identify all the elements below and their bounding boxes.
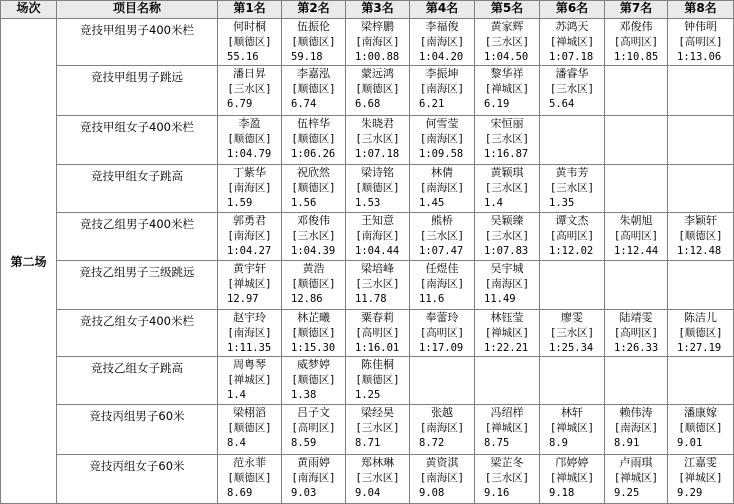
athlete-name: 林倩 [431,166,453,179]
result-value: 59.18 [291,51,323,64]
result-value: 6.68 [355,98,381,111]
district-label: [顺德区] [291,181,336,194]
athlete-name: 何雪莹 [425,117,459,130]
district-label: [南海区] [419,277,465,290]
rank-cell-4[interactable] [410,116,475,165]
result-value: 8.71 [355,437,381,450]
athlete-name: 黄雨婷 [297,456,330,469]
athlete-name: 黄家辉 [490,20,524,33]
athlete-name: 郭勇君 [233,214,266,227]
result-value: 8.75 [484,437,510,450]
athlete-name: 熊桥 [431,214,453,227]
result-value: 1:09.58 [419,148,464,161]
event-name-cell[interactable]: 竞技乙组女子跳高 [57,357,218,405]
rank-cell-3[interactable] [346,213,410,261]
result-value: 1.35 [549,197,575,210]
athlete-name: 祝欣然 [297,166,330,179]
district-label: [禅城区] [678,471,723,484]
district-label: [南海区] [484,277,530,290]
rank-cell-1[interactable] [218,19,282,66]
rank-cell-2[interactable] [282,357,346,405]
athlete-name: 梁经昊 [361,406,394,419]
district-label: [高明区] [678,35,723,48]
header-rank-2[interactable]: 第2名 [282,0,346,19]
rank-cell-7[interactable] [605,357,668,405]
athlete-name: 粟春莉 [361,311,394,324]
result-value: 1.4 [227,389,246,402]
result-value: 11.49 [484,293,516,306]
district-label: [顺德区] [355,82,400,95]
athlete-name: 周粤琴 [233,358,266,371]
rank-cell-7[interactable] [605,405,668,455]
rank-cell-7[interactable] [605,116,668,165]
result-value: 1.53 [355,197,381,210]
rank-cell-1[interactable] [218,455,282,504]
rank-cell-2[interactable] [282,116,346,165]
rank-cell-5[interactable] [475,213,540,261]
athlete-name: 威梦婷 [297,358,330,371]
athlete-name: 陈洁儿 [684,311,717,324]
header-rank-5[interactable]: 第5名 [475,0,540,19]
rank-cell-7[interactable] [605,261,668,310]
rank-cell-6[interactable] [540,165,605,213]
district-label: [南海区] [419,35,465,48]
rank-cell-2[interactable] [282,310,346,357]
result-value: 12.97 [227,293,259,306]
athlete-name: 李盈 [238,117,261,130]
result-value: 1:11.35 [227,342,272,355]
athlete-name: 吕子文 [297,406,330,419]
rank-cell-4[interactable] [410,405,475,455]
venue-cell[interactable]: 第二场 [0,19,57,504]
athlete-name: 潘日昇 [233,67,266,80]
rank-cell-7[interactable] [605,310,668,357]
result-value: 1:12.48 [677,245,722,258]
rank-cell-5[interactable] [475,165,540,213]
rank-cell-3[interactable] [346,165,410,213]
rank-cell-3[interactable] [346,357,410,405]
rank-cell-2[interactable] [282,405,346,455]
event-name-cell[interactable]: 竞技丙组女子60米 [57,455,218,504]
athlete-name: 李振坤 [425,67,459,80]
result-value: 9.25 [614,487,640,500]
result-value: 1:04.27 [227,245,272,258]
district-label: [南海区] [355,35,400,48]
district-label: [禅城区] [484,326,530,339]
rank-cell-8[interactable] [668,19,734,66]
rank-cell-8[interactable] [668,165,734,213]
rank-cell-6[interactable] [540,19,605,66]
athlete-name: 邓俊伟 [619,20,653,33]
district-label: [三水区] [355,277,400,290]
district-label: [南海区] [227,326,272,339]
athlete-name: 黎华祥 [490,67,524,80]
header-rank-1[interactable]: 第1名 [218,0,282,19]
athlete-name: 黄宇轩 [233,262,266,275]
athlete-name: 朱朝旭 [619,214,653,227]
result-value: 8.72 [419,437,445,450]
district-label: [南海区] [291,471,336,484]
result-value: 1.45 [419,197,445,210]
district-label: [高明区] [549,229,595,242]
athlete-name: 丁紫华 [233,166,266,179]
rank-cell-2[interactable] [282,165,346,213]
result-value: 1:04.39 [291,245,336,258]
district-label: [顺德区] [227,35,272,48]
result-value: 9.29 [677,487,703,500]
rank-cell-6[interactable] [540,455,605,504]
athlete-name: 梁诗铭 [361,166,394,179]
athlete-name: 李嘉泓 [297,67,330,80]
athlete-name: 赵宇玲 [233,311,266,324]
district-label: [顺德区] [355,181,400,194]
district-label: [顺德区] [291,373,336,386]
result-value: 1:16.01 [355,342,400,355]
athlete-name: 陆靖雯 [619,311,653,324]
district-label: [禅城区] [613,471,659,484]
rank-cell-8[interactable] [668,261,734,310]
district-label: [禅城区] [484,421,530,434]
rank-cell-5[interactable] [475,310,540,357]
result-value: 8.59 [291,437,317,450]
rank-cell-6[interactable] [540,405,605,455]
rank-cell-8[interactable] [668,116,734,165]
athlete-name: 陈佳桐 [361,358,394,371]
district-label: [高明区] [291,421,336,434]
district-label: [南海区] [419,82,465,95]
result-value: 1.59 [227,197,253,210]
district-label: [三水区] [355,132,400,145]
result-value: 1:07.18 [549,51,594,64]
result-value: 6.19 [484,98,510,111]
district-label: [三水区] [484,229,530,242]
rank-cell-6[interactable] [540,213,605,261]
rank-cell-6[interactable] [540,66,605,116]
result-value: 1:04.50 [484,51,529,64]
result-value: 1:10.85 [614,51,659,64]
result-value: 1:07.18 [355,148,400,161]
athlete-name: 伍振伦 [297,20,330,33]
result-value: 1:17.09 [419,342,464,355]
result-value: 1.56 [291,197,317,210]
district-label: [禅城区] [549,421,595,434]
rank-cell-6[interactable] [540,310,605,357]
rank-cell-4[interactable] [410,455,475,504]
athlete-name: 谭文杰 [555,214,589,227]
rank-cell-2[interactable] [282,261,346,310]
rank-cell-7[interactable] [605,455,668,504]
athlete-name: 邓俊伟 [297,214,330,227]
athlete-name: 李颖轩 [684,214,717,227]
result-value: 1.25 [355,389,381,402]
rank-cell-2[interactable] [282,213,346,261]
result-value: 11.6 [419,293,445,306]
result-value: 6.21 [419,98,445,111]
rank-cell-7[interactable] [605,213,668,261]
athlete-name: 张越 [431,406,453,419]
district-label: [顺德区] [678,229,723,242]
district-label: [三水区] [484,132,530,145]
district-label: [三水区] [419,229,465,242]
athlete-name: 梁栩滔 [233,406,266,419]
rank-cell-5[interactable] [475,455,540,504]
district-label: [三水区] [291,229,336,242]
district-label: [南海区] [419,471,465,484]
district-label: [顺德区] [678,421,723,434]
header-rank-7[interactable]: 第7名 [605,0,668,19]
athlete-name: 赖伟涛 [619,406,653,419]
athlete-name: 梁芷冬 [490,456,524,469]
result-value: 1:07.83 [484,245,529,258]
rank-cell-4[interactable] [410,213,475,261]
district-label: [禅城区] [227,373,272,386]
district-label: [高明区] [613,326,659,339]
event-name-cell[interactable]: 竞技甲组女子400米栏 [57,116,218,165]
rank-cell-5[interactable] [475,261,540,310]
rank-cell-3[interactable] [346,66,410,116]
rank-cell-5[interactable] [475,19,540,66]
district-label: [三水区] [227,82,272,95]
athlete-name: 吴颖臻 [490,214,524,227]
result-value: 8.9 [549,437,568,450]
result-value: 1:22.21 [484,342,529,355]
result-value: 1:26.33 [614,342,659,355]
rank-cell-6[interactable] [540,261,605,310]
result-value: 1:15.30 [291,342,336,355]
district-label: [高明区] [419,326,465,339]
result-value: 1:07.47 [419,245,464,258]
rank-cell-6[interactable] [540,357,605,405]
district-label: [三水区] [484,181,530,194]
district-label: [顺德区] [678,326,723,339]
athlete-name: 黄资淇 [425,456,459,469]
rank-cell-1[interactable] [218,261,282,310]
result-value: 1:04.79 [227,148,272,161]
athlete-name: 潘睿华 [555,67,589,80]
rank-cell-3[interactable] [346,405,410,455]
athlete-name: 宋恒丽 [490,117,524,130]
event-name-cell[interactable]: 竞技乙组男子400米栏 [57,213,218,261]
rank-cell-1[interactable] [218,357,282,405]
athlete-name: 奉蕾玲 [425,311,459,324]
rank-cell-7[interactable] [605,165,668,213]
district-label: [顺德区] [355,373,400,386]
result-value: 12.86 [291,293,323,306]
district-label: [三水区] [549,326,595,339]
athlete-name: 郑林琳 [361,456,394,469]
result-value: 8.91 [614,437,640,450]
athlete-name: 李福俊 [425,20,459,33]
district-label: [顺德区] [291,35,336,48]
event-name-cell[interactable]: 竞技乙组男子三级跳远 [57,261,218,310]
rank-cell-8[interactable] [668,405,734,455]
result-value: 1:25.34 [549,342,594,355]
rank-cell-2[interactable] [282,455,346,504]
athlete-name: 邝婷婷 [555,456,589,469]
result-value: 5.64 [549,98,575,111]
result-value: 55.16 [227,51,259,64]
athlete-name: 黄韦芳 [555,166,589,179]
rank-cell-2[interactable] [282,19,346,66]
district-label: [南海区] [613,421,659,434]
district-label: [高明区] [613,229,659,242]
rank-cell-4[interactable] [410,66,475,116]
athlete-name: 冯绍样 [490,406,524,419]
district-label: [南海区] [227,181,272,194]
result-value: 1:00.88 [355,51,400,64]
district-label: [禅城区] [484,82,530,95]
result-value: 11.78 [355,293,387,306]
result-value: 1:12.02 [549,245,594,258]
rank-cell-8[interactable] [668,310,734,357]
header-rank-6[interactable]: 第6名 [540,0,605,19]
athlete-name: 梁梓鹏 [361,20,394,33]
athlete-name: 伍梓华 [297,117,330,130]
rank-cell-3[interactable] [346,455,410,504]
athlete-name: 梁培峰 [361,262,394,275]
rank-cell-8[interactable] [668,357,734,405]
rank-cell-1[interactable] [218,213,282,261]
rank-cell-4[interactable] [410,357,475,405]
district-label: [禅城区] [549,471,595,484]
result-value: 1:13.06 [677,51,722,64]
rank-cell-3[interactable] [346,310,410,357]
header-rank-4[interactable]: 第4名 [410,0,475,19]
result-value: 9.08 [419,487,445,500]
rank-cell-3[interactable] [346,261,410,310]
result-value: 1.38 [291,389,317,402]
district-label: [高明区] [355,326,400,339]
rank-cell-4[interactable] [410,261,475,310]
result-value: 9.04 [355,487,381,500]
rank-cell-1[interactable] [218,165,282,213]
district-label: [南海区] [419,421,465,434]
district-label: [顺德区] [227,132,272,145]
district-label: [顺德区] [291,82,336,95]
district-label: [南海区] [227,229,272,242]
athlete-name: 潘康嫁 [684,406,717,419]
header-rank-8[interactable]: 第8名 [668,0,734,19]
result-value: 1:16.87 [484,148,529,161]
rank-cell-7[interactable] [605,19,668,66]
athlete-name: 朱晓君 [361,117,394,130]
rank-cell-4[interactable] [410,310,475,357]
result-value: 1:04.20 [419,51,464,64]
rank-cell-1[interactable] [218,116,282,165]
rank-cell-4[interactable] [410,165,475,213]
athlete-name: 范永菲 [233,456,266,469]
rank-cell-1[interactable] [218,405,282,455]
district-label: [三水区] [484,35,530,48]
athlete-name: 卢雨琪 [619,456,653,469]
rank-cell-7[interactable] [605,66,668,116]
rank-cell-3[interactable] [346,116,410,165]
athlete-name: 钟伟明 [684,20,717,33]
athlete-name: 黄浩 [302,262,325,275]
rank-cell-5[interactable] [475,357,540,405]
district-label: [禅城区] [227,277,272,290]
rank-cell-4[interactable] [410,19,475,66]
district-label: [三水区] [355,421,400,434]
result-value: 6.79 [227,98,253,111]
district-label: [南海区] [419,132,465,145]
result-value: 1.4 [484,197,503,210]
rank-cell-8[interactable] [668,66,734,116]
rank-cell-6[interactable] [540,116,605,165]
district-label: [顺德区] [227,421,272,434]
district-label: [三水区] [549,82,595,95]
result-value: 9.01 [677,437,703,450]
result-value: 1:04.44 [355,245,400,258]
header-venue[interactable]: 场次 [0,0,57,19]
rank-cell-5[interactable] [475,116,540,165]
athlete-name: 何时桐 [233,20,266,33]
result-value: 1:12.44 [614,245,659,258]
header-event-name[interactable]: 项目名称 [57,0,218,19]
rank-cell-8[interactable] [668,213,734,261]
rank-cell-1[interactable] [218,310,282,357]
rank-cell-2[interactable] [282,66,346,116]
district-label: [南海区] [355,229,400,242]
event-name-cell[interactable]: 竞技甲组男子跳远 [57,66,218,116]
result-value: 1:06.26 [291,148,336,161]
event-name-cell[interactable]: 竞技甲组男子400米栏 [57,19,218,66]
district-label: [三水区] [355,471,400,484]
district-label: [禅城区] [549,35,595,48]
athlete-name: 王知意 [361,214,394,227]
district-label: [三水区] [549,181,595,194]
result-value: 9.18 [549,487,575,500]
district-label: [顺德区] [291,326,336,339]
event-name-cell[interactable]: 竞技丙组男子60米 [57,405,218,455]
district-label: [顺德区] [291,277,336,290]
district-label: [高明区] [613,35,659,48]
result-value: 9.03 [291,487,317,500]
district-label: [三水区] [484,471,530,484]
athlete-name: 林轩 [561,406,583,419]
athlete-name: 江嘉雯 [684,456,717,469]
rank-cell-3[interactable] [346,19,410,66]
result-value: 8.69 [227,487,253,500]
result-value: 9.16 [484,487,510,500]
district-label: [顺德区] [291,132,336,145]
rank-cell-5[interactable] [475,405,540,455]
rank-cell-1[interactable] [218,66,282,116]
district-label: [顺德区] [227,471,272,484]
athlete-name: 林芷曦 [297,311,330,324]
athlete-name: 黄颖琪 [490,166,524,179]
rank-cell-8[interactable] [668,455,734,504]
result-value: 6.74 [291,98,317,111]
athlete-name: 苏鸿天 [555,20,589,33]
athlete-name: 吴宇城 [490,262,524,275]
athlete-name: 蒙远鸿 [361,67,394,80]
result-value: 8.4 [227,437,246,450]
header-rank-3[interactable]: 第3名 [346,0,410,19]
event-name-cell[interactable]: 竞技乙组女子400米栏 [57,310,218,357]
rank-cell-5[interactable] [475,66,540,116]
athlete-name: 任煜佳 [425,262,459,275]
result-value: 1:27.19 [677,342,722,355]
athlete-name: 廖雯 [561,311,583,324]
district-label: [南海区] [419,181,465,194]
athlete-name: 林钰莹 [490,311,524,324]
event-name-cell[interactable]: 竞技甲组女子跳高 [57,165,218,213]
